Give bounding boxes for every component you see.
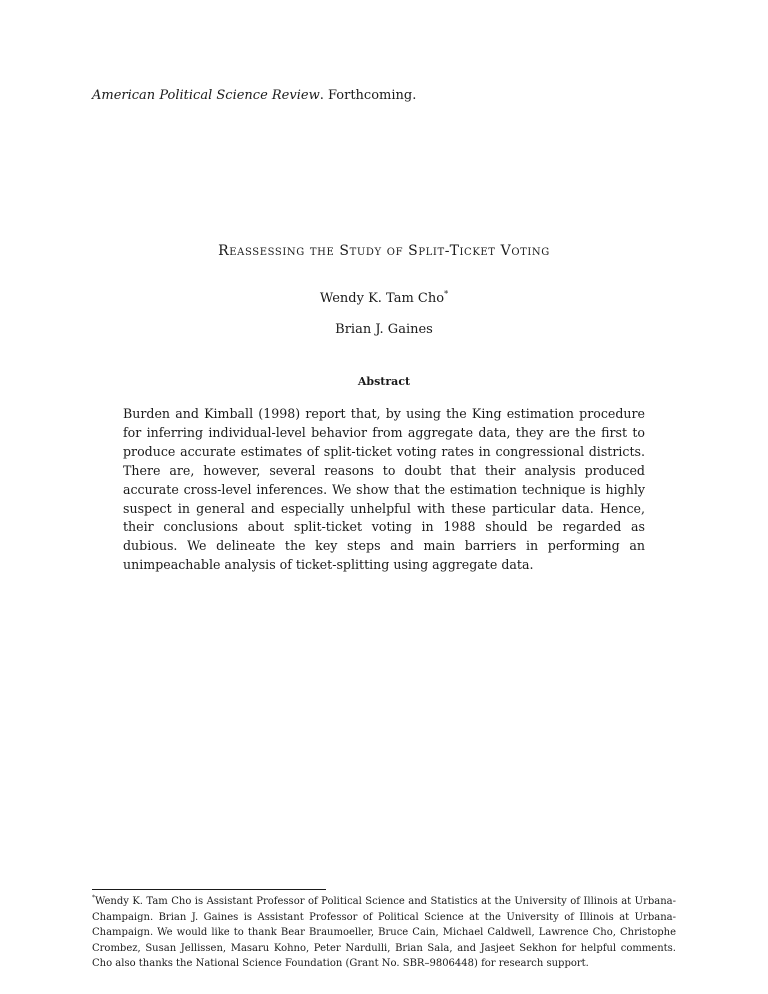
author-2-name: Brian J. Gaines: [335, 322, 433, 337]
author-2: [0, 322, 768, 337]
publication-status: . Forthcoming.: [319, 88, 417, 103]
abstract-body: Burden and Kimball (1998) report that, by using the King estimation procedure for inferring individual-level behavior from aggregate data, they are the first to produce accurate estimates of split-ticket voting rates in congressional districts. There are, however, several reasons to doubt that their analysis produced accurate cross-level inferences. We show that the estimation technique is highly suspect in general and especially unhelpful with these particular data. Hence, their conclusions about split-ticket voting in 1988 should be regarded as dubious. We delineate the key steps and main barriers in performing an unimpeachable analysis of ticket-splitting using aggregate data.: [123, 406, 645, 573]
footnote-text: Wendy K. Tam Cho is Assistant Professor of Political Science and Statistics at the University of Illinois at Urbana-Champaign. Brian J. Gaines is Assistant Professor of Political Science at the University of Illinois at Urbana-Champaign. We would like to thank Bear Braumoeller, Bruce Cain, Michael Caldwell, Lawrence Cho, Christophe Crombez, Susan Jellissen, Masaru Kohno, Peter Nardulli, Brian Sala, and Jasjeet Sekhon for helpful comments. Cho also thanks the National Science Foundation (Grant No. SBR–9806448) for research support.: [92, 896, 676, 970]
author-1: [0, 291, 768, 306]
journal-name: American Political Science Review: [92, 88, 320, 103]
journal-header: [92, 87, 416, 105]
paper-title: Reassessing the Study of Split-Ticket Voting: [218, 243, 550, 259]
footnote: [92, 894, 676, 972]
footnote-mark: *: [92, 894, 95, 902]
abstract-heading: Abstract: [357, 375, 411, 388]
footnote-rule: [92, 889, 326, 890]
author-1-name: Wendy K. Tam Cho: [319, 291, 445, 306]
author-1-footnote-mark: *: [444, 289, 449, 299]
